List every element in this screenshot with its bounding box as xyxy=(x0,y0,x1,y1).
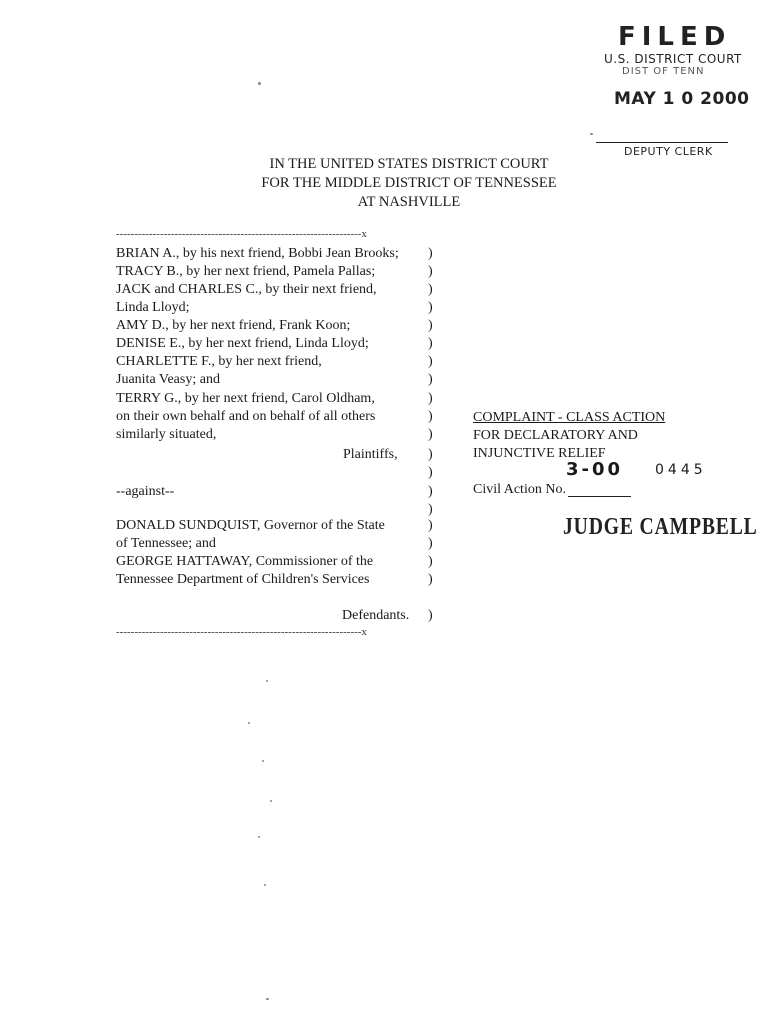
plaintiff-line: similarly situated, xyxy=(116,427,217,442)
caption-paren: ) xyxy=(428,608,433,623)
case-number-stamp-part-1: 3-00 xyxy=(566,459,624,480)
case-number-stamp-part-2: 0445 xyxy=(655,462,707,478)
defendant-line: GEORGE HATTAWAY, Commissioner of the xyxy=(116,554,374,569)
judge-stamp: JUDGE CAMPBELL xyxy=(563,514,758,540)
caption-paren: ) xyxy=(428,336,433,351)
caption-paren: ) xyxy=(428,502,433,517)
plaintiff-line: DENISE E., by her next friend, Linda Lloyd; xyxy=(116,336,369,351)
caption-paren: ) xyxy=(428,300,433,315)
scan-speck xyxy=(264,884,266,886)
caption-paren: ) xyxy=(428,427,433,442)
caption-paren: ) xyxy=(428,409,433,424)
filed-stamp-signature-line xyxy=(596,142,728,143)
scan-speck xyxy=(270,800,272,802)
scan-speck xyxy=(258,836,260,838)
complaint-subtitle-line-1: FOR DECLARATORY AND xyxy=(473,428,638,443)
plaintiff-line: BRIAN A., by his next friend, Bobbi Jean Brooks; xyxy=(116,246,399,261)
plaintiff-line: AMY D., by her next friend, Frank Koon; xyxy=(116,318,351,333)
caption-paren: ) xyxy=(428,536,433,551)
filed-stamp-title: FILED xyxy=(618,22,732,52)
caption-paren: ) xyxy=(428,447,433,462)
defendant-line: of Tennessee; and xyxy=(116,536,216,551)
plaintiff-line: JACK and CHARLES C., by their next friend, xyxy=(116,282,377,297)
caption-paren: ) xyxy=(428,572,433,587)
scan-speck xyxy=(258,82,261,85)
caption-top-rule: -------------------------------------------------------------------x xyxy=(116,228,367,240)
caption-paren: ) xyxy=(428,518,433,533)
caption-paren: ) xyxy=(428,318,433,333)
plaintiffs-label: Plaintiffs, xyxy=(343,447,398,462)
filed-stamp-district: DIST OF TENN xyxy=(622,66,705,77)
against-label: --against-- xyxy=(116,484,175,499)
civil-action-blank-line xyxy=(568,496,631,497)
caption-paren: ) xyxy=(428,264,433,279)
caption-paren: ) xyxy=(428,354,433,369)
filed-stamp-court: U.S. DISTRICT COURT xyxy=(604,52,742,66)
scan-speck xyxy=(266,998,269,1000)
defendant-line: DONALD SUNDQUIST, Governor of the State xyxy=(116,518,385,533)
court-heading-line-3: AT NASHVILLE xyxy=(357,194,461,210)
caption-paren: ) xyxy=(428,246,433,261)
filed-stamp-clerk: DEPUTY CLERK xyxy=(624,145,713,158)
caption-bottom-rule: -------------------------------------------------------------------x xyxy=(116,626,367,638)
plaintiff-line: Juanita Veasy; and xyxy=(116,372,220,387)
caption-paren: ) xyxy=(428,554,433,569)
plaintiff-line: Linda Lloyd; xyxy=(116,300,190,315)
scan-speck xyxy=(248,722,250,724)
caption-paren: ) xyxy=(428,372,433,387)
plaintiff-line: on their own behalf and on behalf of all others xyxy=(116,409,376,424)
plaintiff-line: TERRY G., by her next friend, Carol Oldham, xyxy=(116,391,375,406)
scan-speck xyxy=(590,133,593,135)
civil-action-label: Civil Action No. xyxy=(473,482,566,497)
defendant-line: Tennessee Department of Children's Services xyxy=(116,572,370,587)
caption-paren: ) xyxy=(428,484,433,499)
filed-stamp-date: MAY 1 0 2000 xyxy=(614,89,750,109)
scan-speck xyxy=(262,760,264,762)
complaint-title: COMPLAINT - CLASS ACTION xyxy=(473,410,666,425)
defendants-label: Defendants. xyxy=(342,608,410,623)
court-heading-line-2: FOR THE MIDDLE DISTRICT OF TENNESSEE xyxy=(261,175,557,191)
caption-paren: ) xyxy=(428,391,433,406)
plaintiff-line: CHARLETTE F., by her next friend, xyxy=(116,354,322,369)
plaintiff-line: TRACY B., by her next friend, Pamela Pallas; xyxy=(116,264,376,279)
court-heading-line-1: IN THE UNITED STATES DISTRICT COURT xyxy=(269,156,549,172)
caption-paren: ) xyxy=(428,282,433,297)
scan-speck xyxy=(266,680,268,682)
caption-paren: ) xyxy=(428,465,433,480)
complaint-subtitle-line-2: INJUNCTIVE RELIEF xyxy=(473,446,606,461)
